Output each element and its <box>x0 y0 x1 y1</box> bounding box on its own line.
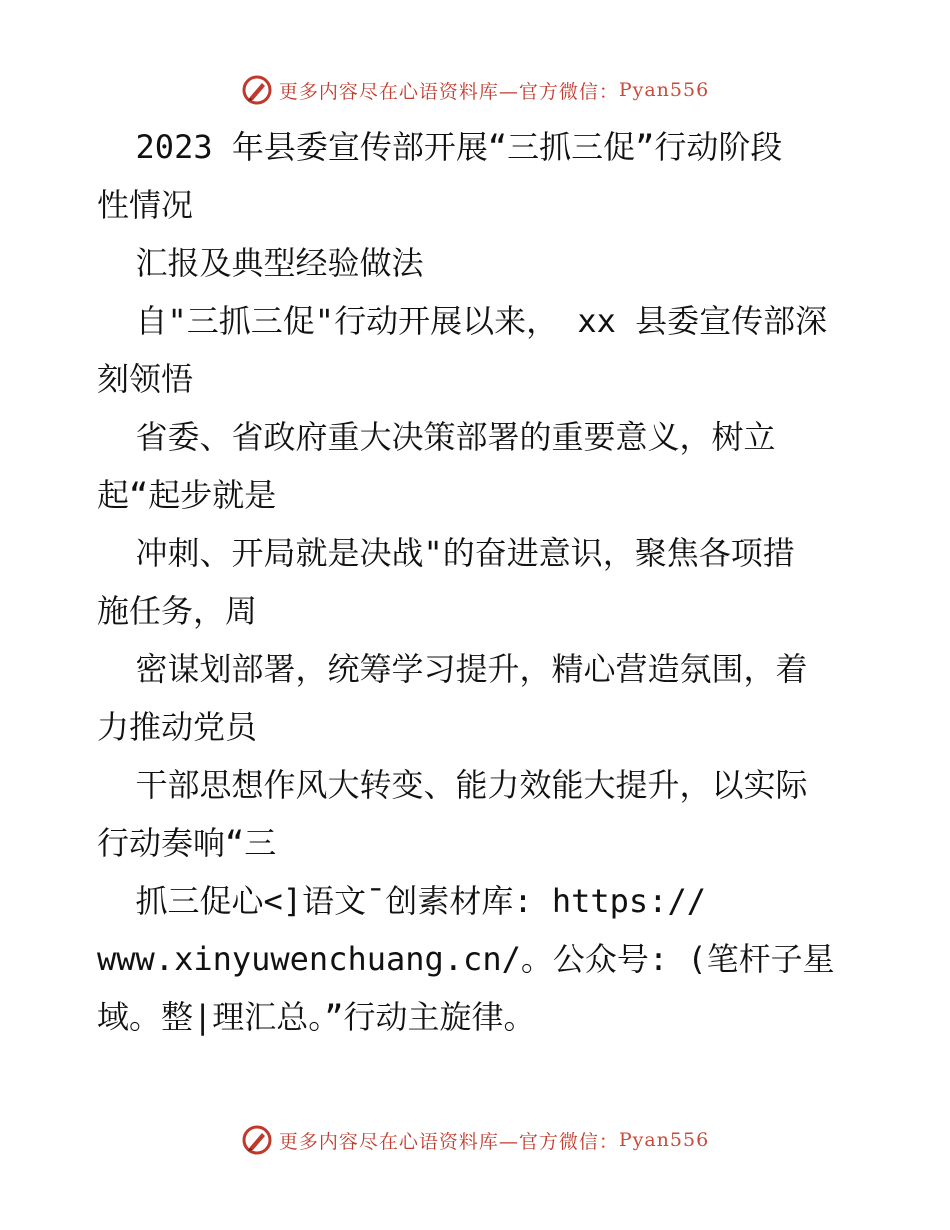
text-line: 抓三促心<]语文¯创素材库: https:// <box>97 882 706 920</box>
text-line: 2023 年县委宣传部开展“三抓三促”行动阶段 <box>97 128 783 166</box>
text-line: 施任务，周 <box>97 592 258 630</box>
text-line: 汇报及典型经验做法 <box>97 244 424 282</box>
text-line: 刻领悟 <box>97 360 194 398</box>
text-line: 力推动党员 <box>97 708 258 746</box>
text-line: 起“起步就是 <box>97 476 277 514</box>
document-body <box>97 118 857 1046</box>
watermark-account: Pyan556 <box>618 79 710 101</box>
text-line: 行动奏响“三 <box>97 824 277 862</box>
watermark-text: 更多内容尽在心语资料库—官方微信： <box>278 1130 619 1153</box>
text-line: 自"三抓三促"行动开展以来， xx 县委宣传部深 <box>97 302 828 340</box>
text-line: 干部思想作风大转变、能力效能大提升，以实际 <box>97 766 808 804</box>
text-line: 省委、省政府重大决策部署的重要意义，树立 <box>97 418 776 456</box>
text-line: 密谋划部署，统筹学习提升，精心营造氛围，着 <box>97 650 808 688</box>
text-line: 域。整|理汇总。”行动主旋律。 <box>97 998 536 1036</box>
watermark-account: Pyan556 <box>618 1129 710 1151</box>
pen-logo-icon <box>241 74 273 106</box>
watermark-banner-bottom <box>0 1120 950 1160</box>
text-line: 冲刺、开局就是决战"的奋进意识，聚焦各项措 <box>97 534 795 572</box>
pen-logo-icon <box>241 1124 273 1156</box>
watermark-text: 更多内容尽在心语资料库—官方微信： <box>278 80 619 103</box>
text-line: www.xinyuwenchuang.cn/。公众号: (笔杆子星 <box>97 940 835 978</box>
text-line: 性情况 <box>97 186 194 224</box>
watermark-banner-top <box>0 70 950 110</box>
